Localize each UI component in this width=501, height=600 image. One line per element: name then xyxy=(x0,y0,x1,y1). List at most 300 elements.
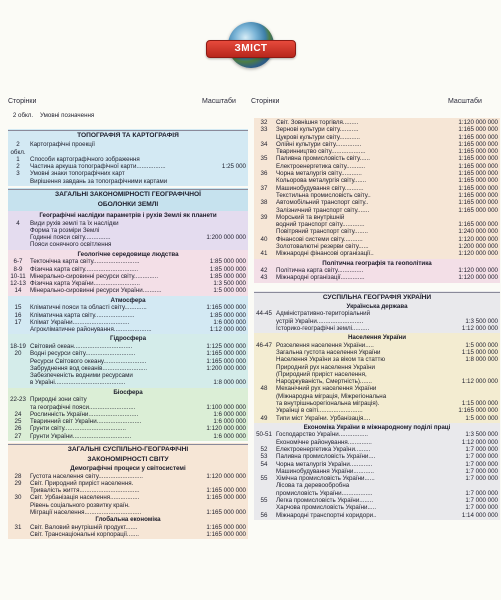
toc-entry[interactable] xyxy=(254,504,500,511)
page-number: 25 xyxy=(14,418,22,426)
toc-entry[interactable] xyxy=(254,192,500,199)
toc-entry-list xyxy=(8,473,248,517)
contents-title: ЗМІСТ xyxy=(206,40,296,58)
entry-title: та внутрішньорегіональна міграція). xyxy=(276,400,380,407)
toc-entry[interactable] xyxy=(8,312,248,319)
toc-entry[interactable] xyxy=(254,349,500,356)
entry-title: водний транспорт світу............. xyxy=(276,221,365,229)
entry-title: Мінерально-сировинні ресурси світу.............. xyxy=(30,272,159,280)
map-scale: 1:8 000 000 xyxy=(465,356,498,364)
page-number: 33 xyxy=(260,126,268,134)
toc-entry[interactable] xyxy=(254,453,500,460)
map-scale: 1:12 000 000 xyxy=(461,378,498,386)
map-scale: 1:7 000 000 xyxy=(465,475,498,483)
page-number: 26 xyxy=(14,425,22,433)
toc-entry[interactable] xyxy=(8,350,248,357)
toc-entry[interactable] xyxy=(254,325,500,332)
map-scale: 1:3 500 000 xyxy=(465,317,498,325)
page-number: 22-23 xyxy=(10,396,26,404)
map-scale: 1:6 000 000 xyxy=(213,432,246,440)
map-scale: 1:120 000 000 xyxy=(458,274,498,282)
page-number: 4 xyxy=(16,219,20,227)
page-number: 53 xyxy=(260,453,268,461)
toc-entry[interactable] xyxy=(254,163,500,170)
entry-title: Годинні пояси світу............... xyxy=(30,234,111,242)
map-scale: 1:240 000 000 xyxy=(458,228,498,236)
entry-title: Механічний рух населення України xyxy=(276,385,377,393)
toc-entry[interactable] xyxy=(8,273,248,280)
map-scale: 1:7 000 000 xyxy=(465,467,498,475)
entry-title: Забруднення вод океанів.......................... xyxy=(30,364,148,372)
toc-entry[interactable] xyxy=(254,243,500,250)
map-scale: 1:165 000 000 xyxy=(458,126,498,134)
toc-entry[interactable] xyxy=(254,371,500,378)
toc-entry[interactable] xyxy=(254,482,500,489)
entry-title: Українці в світі.......................... xyxy=(276,407,363,415)
map-scale: 1:7 000 000 xyxy=(465,453,498,461)
toc-entry[interactable] xyxy=(254,310,500,317)
section-topography xyxy=(8,129,248,186)
toc-entry[interactable] xyxy=(8,178,248,185)
entry-title: Населення України за віком та статтю xyxy=(276,356,385,364)
toc-entry-list xyxy=(8,141,248,185)
entry-title: Світ. Урбанізація населення................. xyxy=(30,494,140,502)
toc-entry-list xyxy=(254,119,500,258)
map-scale: 1:120 000 000 xyxy=(458,250,498,258)
toc-entry-list xyxy=(8,258,248,294)
entry-title: Золотовалютні резерви світу...... xyxy=(276,243,369,251)
toc-entry[interactable] xyxy=(8,319,248,326)
map-scale: 1:165 000 000 xyxy=(458,155,498,163)
subsection-title: Гідросфера xyxy=(109,335,147,343)
toc-entry[interactable] xyxy=(254,148,500,155)
toc-entry[interactable] xyxy=(254,400,500,407)
entry-title: Клімат України................................. xyxy=(30,318,130,326)
toc-entry[interactable] xyxy=(254,228,500,235)
toc-entry-list xyxy=(8,220,248,249)
page-number: 40 xyxy=(260,235,268,243)
entry-title: Агрокліматичне районування...................... xyxy=(30,326,152,334)
toc-entry[interactable] xyxy=(8,404,248,411)
entry-title: промисловість України.................. xyxy=(276,489,373,497)
toc-entry[interactable] xyxy=(8,411,248,418)
entry-title: Машинобудування світу........... xyxy=(276,184,364,192)
section-ukraine-social-geo xyxy=(254,291,500,333)
subsection-title: Економіка України в міжнародному поділі праці xyxy=(303,423,451,431)
map-scale: 1:200 000 000 xyxy=(206,234,246,242)
page-number: 48 xyxy=(260,385,268,393)
toc-entry[interactable] xyxy=(8,480,248,487)
map-scale: 1:6 000 000 xyxy=(213,318,246,326)
subsection-title: Демографічні процеси у світосистемі xyxy=(70,465,186,472)
page-number: 31 xyxy=(14,523,22,531)
entry-title: Види рухів землі та їх наслідки xyxy=(30,219,119,227)
toc-entry[interactable] xyxy=(8,531,248,538)
entry-title: Паливна промисловість України.... xyxy=(276,453,376,461)
map-scale: 1:165 000 000 xyxy=(458,206,498,214)
map-scale: 1:85 000 000 xyxy=(209,258,246,266)
page-number: 52 xyxy=(260,445,268,453)
toc-entry[interactable] xyxy=(8,494,248,501)
section-title-line2: ОБОЛОНКИ ЗЕМЛІ xyxy=(97,201,159,209)
page-number: 39 xyxy=(260,213,268,221)
map-scale: 1:5 000 000 xyxy=(465,341,498,349)
map-scale: 1:12 000 000 xyxy=(209,326,246,334)
toc-entry[interactable] xyxy=(254,199,500,206)
map-scale: 1:165 000 000 xyxy=(458,140,498,148)
entry-title: Адміністративно-територіальний xyxy=(276,310,371,318)
page-number: 28 xyxy=(14,472,22,480)
toc-entry[interactable] xyxy=(254,431,500,438)
entry-title: Природні зони світу xyxy=(30,396,87,404)
page-number: 8-9 xyxy=(13,265,23,273)
subsection-title: Глобальна економіка xyxy=(95,516,161,524)
toc-entry[interactable] xyxy=(254,221,500,228)
toc-entry[interactable] xyxy=(254,497,500,504)
map-scale: 1:120 000 000 xyxy=(458,235,498,243)
map-scale: 1:125 000 000 xyxy=(206,342,246,350)
toc-entry[interactable] xyxy=(254,468,500,475)
entry-title: Ґрунти світу.................................... xyxy=(30,425,126,433)
toc-entry[interactable] xyxy=(8,266,248,273)
map-scale: 1:165 000 000 xyxy=(458,133,498,141)
toc-entry[interactable] xyxy=(8,379,248,386)
toc-entry[interactable] xyxy=(8,234,248,241)
toc-entry[interactable] xyxy=(8,509,248,516)
map-scale: 1:165 000 000 xyxy=(458,221,498,229)
map-scale: 1:25 000 xyxy=(221,163,246,171)
entry-title: Тваринний світ України.......................... xyxy=(30,418,142,426)
subsection-biosphere xyxy=(8,388,248,441)
entry-title: Тривалість життя................................... xyxy=(30,487,140,495)
toc-entry-list xyxy=(254,267,500,282)
entry-title: Економічне районування.............. xyxy=(276,438,372,446)
subsection-title: Атмосфера xyxy=(110,296,146,304)
left-column xyxy=(8,112,248,541)
toc-entry[interactable] xyxy=(254,318,500,325)
page-number: 38 xyxy=(260,199,268,207)
entry-title: (Природний приріст населення, xyxy=(276,370,367,378)
page-number: 55 xyxy=(260,475,268,483)
page-number: 41 xyxy=(260,250,268,258)
toc-entry[interactable] xyxy=(254,274,500,281)
toc-entry[interactable] xyxy=(8,220,248,227)
entry-title: Кліматична карта світу....................... xyxy=(30,311,135,319)
toc-entry[interactable] xyxy=(254,267,500,274)
toc-entry[interactable] xyxy=(254,207,500,214)
entry-title: Мінерально-сировинні ресурси України........... xyxy=(30,287,162,295)
entry-title: Автомобільний транспорт світу.. xyxy=(276,199,369,207)
toc-entry[interactable] xyxy=(254,250,500,257)
page-number: 20 xyxy=(14,350,22,358)
entry-title: Політична карта світу............... xyxy=(276,267,364,275)
map-scale: 1:165 000 000 xyxy=(458,170,498,178)
entry-title: Чорна металургія світу............ xyxy=(276,170,362,178)
toc-entry[interactable] xyxy=(8,365,248,372)
map-scale: 1:120 000 000 xyxy=(206,425,246,433)
toc-entry[interactable] xyxy=(8,156,248,163)
page-number: 34 xyxy=(260,140,268,148)
page-number: 1 xyxy=(16,155,20,163)
page-number: 29 xyxy=(14,479,22,487)
page-number: 15 xyxy=(14,304,22,312)
toc-entry-list xyxy=(8,524,248,539)
entry-title: Кольорова металургія світу....... xyxy=(276,177,367,185)
entry-title: Народжуваність, Смертність)....... xyxy=(276,378,372,386)
map-scale: 1:165 000 000 xyxy=(206,350,246,358)
subsection-title: Біосфера xyxy=(113,388,143,396)
entry-title: Хімічна промисловість України...... xyxy=(276,475,375,483)
toc-entry[interactable] xyxy=(8,502,248,509)
toc-entry[interactable] xyxy=(254,342,500,349)
map-scale: 1:7 000 000 xyxy=(465,504,498,512)
toc-entry[interactable] xyxy=(254,141,500,148)
scales-header-right: Масштаби xyxy=(448,98,482,105)
toc-entry[interactable] xyxy=(254,378,500,385)
toc-entry[interactable] xyxy=(254,134,500,141)
entry-title: Зернові культури світу........... xyxy=(276,126,359,134)
subsection-title: Політична географія та геополітика xyxy=(322,259,432,267)
page-number: 42 xyxy=(260,267,268,275)
entry-title: Пояси сонячного освітлення xyxy=(30,241,112,249)
entry-title: Цукрові культури світу............ xyxy=(276,133,361,141)
toc-entry[interactable] xyxy=(8,141,248,156)
map-scale: 1:5 000 000 xyxy=(213,287,246,295)
entry-title: Типи міст України. Урбанізація.... xyxy=(276,414,371,422)
toc-entry[interactable] xyxy=(254,439,500,446)
toc-entry[interactable] xyxy=(254,356,500,363)
page-number: 12-13 xyxy=(10,280,26,288)
section-title: СУСПІЛЬНА ГЕОГРАФІЯ УКРАЇНИ xyxy=(254,292,500,303)
toc-entry[interactable] xyxy=(8,280,248,287)
toc-entry[interactable] xyxy=(8,372,248,379)
map-scale: 1:165 000 000 xyxy=(206,523,246,531)
entry-title: Світ. Зовнішня торгівля......... xyxy=(276,119,359,126)
toc-entry[interactable] xyxy=(254,177,500,184)
page-number: 50-51 xyxy=(256,431,272,439)
toc-entry[interactable] xyxy=(8,287,248,294)
map-scale: 1:7 000 000 xyxy=(465,460,498,468)
subsection-title: Населення України xyxy=(347,334,407,342)
toc-entry[interactable] xyxy=(8,241,248,248)
right-column xyxy=(254,118,500,522)
map-scale: 1:85 000 000 xyxy=(209,272,246,280)
section-title: ЗАГАЛЬНІ ЗАКОНОМІРНОСТІ ГЕОГРАФІЧНОЇ xyxy=(8,189,248,200)
toc-entry-list xyxy=(8,396,248,440)
entry-title: Картографічні проекції xyxy=(30,141,95,149)
toc-entry[interactable] xyxy=(8,326,248,333)
map-scale: 1:7 000 000 xyxy=(465,497,498,505)
toc-entry[interactable] xyxy=(254,385,500,392)
map-scale: 1:200 000 000 xyxy=(458,243,498,251)
subsection-title: Геологічне середовище людства xyxy=(77,250,179,258)
page-number: 2 xyxy=(16,163,20,171)
entry-title: Паливна промисловість світу...... xyxy=(276,155,370,163)
subsection-political-geo xyxy=(254,259,500,283)
entry-title: Світ. Валовий внутрішній продукт....... xyxy=(30,523,138,531)
toc-entry[interactable] xyxy=(254,236,500,243)
map-scale: 1:165 000 000 xyxy=(458,148,498,156)
section-title: ТОПОГРАФІЯ ТА КАРТОГРАФІЯ xyxy=(8,130,248,141)
map-scale: 1:12 000 000 xyxy=(461,324,498,332)
toc-entry[interactable] xyxy=(254,214,500,221)
toc-entry[interactable] xyxy=(8,487,248,494)
entry-title: (Міжнародна міграція, Міжрегіональна xyxy=(276,392,387,400)
toc-entry[interactable] xyxy=(254,407,500,414)
map-scale: 1:3 500 000 xyxy=(213,280,246,288)
entry-title: Історико-географічні землі.......... xyxy=(276,324,370,332)
entry-title: Машинобудування України............ xyxy=(276,467,374,475)
subsection-ukraine-economy xyxy=(254,423,500,520)
toc-entry[interactable] xyxy=(8,396,248,403)
entry-title: Міжнародні організації.............. xyxy=(276,274,365,282)
subsection-geology xyxy=(8,250,248,296)
toc-entry-list xyxy=(8,343,248,387)
entry-title: Господарство України................. xyxy=(276,431,368,439)
entry-title: Харчова промисловість України..... xyxy=(276,504,377,512)
page-number: 37 xyxy=(260,184,268,192)
page-number: 3 xyxy=(16,170,20,178)
toc-entry[interactable] xyxy=(8,258,248,265)
toc-entry[interactable] xyxy=(8,343,248,350)
toc-entry[interactable] xyxy=(254,126,500,133)
map-scale: 1:6 000 000 xyxy=(213,410,246,418)
page-number: 32 xyxy=(260,119,268,126)
toc-entry[interactable] xyxy=(254,170,500,177)
map-scale: 1:7 000 000 xyxy=(465,445,498,453)
entry-title: Фінансові системи світу........... xyxy=(276,235,363,243)
toc-entry-list xyxy=(8,304,248,333)
subsection-hydrosphere xyxy=(8,334,248,387)
section-geo-shell xyxy=(8,188,248,211)
page-number: 36 xyxy=(260,170,268,178)
subsection-ukraine-population xyxy=(254,333,500,423)
entry-title: Способи картографічного зображення xyxy=(30,155,140,163)
entry-title: Ресурси Світового океану......................... xyxy=(30,357,147,365)
entry-title: Олійні культури світу............... xyxy=(276,140,362,148)
toc-entry-list xyxy=(254,310,500,332)
toc-entry[interactable] xyxy=(254,119,500,126)
toc-entry[interactable] xyxy=(254,155,500,162)
toc-entry-list xyxy=(254,342,500,422)
entry-title: Густота населення світу.......................... xyxy=(30,472,144,480)
entry-title: Фізична карта України........................... xyxy=(30,280,140,288)
toc-entry[interactable] xyxy=(8,304,248,311)
entry-title: устрій України........................... xyxy=(276,317,364,325)
map-scale: 1:120 000 000 xyxy=(206,472,246,480)
page-number: 56 xyxy=(260,511,268,519)
map-scale: 1:12 000 000 xyxy=(461,438,498,446)
entry-title: Світ. Транснаціональні корпорації....... xyxy=(30,531,139,539)
entry-title: Тваринництво світу.................... xyxy=(276,148,366,156)
toc-entry[interactable] xyxy=(254,364,500,371)
map-scale: 1:165 000 000 xyxy=(206,508,246,516)
entry-title: Рівень соціального розвитку країн. xyxy=(30,501,130,509)
entry-title: Водні ресурси світу............................. xyxy=(30,350,136,358)
map-scale: 1:8 000 000 xyxy=(213,379,246,387)
toc-entry[interactable] xyxy=(8,227,248,234)
toc-entry[interactable] xyxy=(8,418,248,425)
toc-entry[interactable] xyxy=(8,170,248,177)
pages-header-left: Сторінки xyxy=(8,98,37,105)
toc-entry[interactable] xyxy=(8,425,248,432)
entry-title: Міжнародні транспортні коридори.. xyxy=(276,511,377,519)
map-scale: 1:5 000 000 xyxy=(465,414,498,422)
toc-entry[interactable] xyxy=(8,473,248,480)
page-number: 24 xyxy=(14,410,22,418)
toc-entry[interactable] xyxy=(254,446,500,453)
section-global-economy-cont xyxy=(254,118,500,259)
map-scale: 1:165 000 000 xyxy=(458,407,498,415)
map-scale: 1:14 000 000 xyxy=(461,511,498,519)
toc-entry[interactable] xyxy=(254,490,500,497)
toc-entry[interactable] xyxy=(8,524,248,531)
subsection-atmosphere xyxy=(8,296,248,335)
entry-title: Природний рух населення України xyxy=(276,363,376,371)
page-number: 10-11 xyxy=(10,272,26,280)
map-scale: 1:165 000 000 xyxy=(206,487,246,495)
section-title: ЗАГАЛЬНІ СУСПІЛЬНО-ГЕОГРАФІЧНІ xyxy=(8,444,248,455)
map-scale: 1:165 000 000 xyxy=(458,184,498,192)
entry-title: Чорна металургія України............. xyxy=(276,460,373,468)
map-scale: 1:120 000 000 xyxy=(458,119,498,126)
entry-title: Залізничний транспорт світу....... xyxy=(276,206,370,214)
entry-title: Текстильна промисловість світу.. xyxy=(276,191,371,199)
map-scale: 1:165 000 000 xyxy=(206,357,246,365)
map-scale: 1:165 000 000 xyxy=(206,531,246,539)
toc-entry[interactable] xyxy=(254,461,500,468)
page-number: 6-7 xyxy=(13,258,23,266)
map-scale: 1:200 000 000 xyxy=(206,364,246,372)
page-number: 44-45 xyxy=(256,310,272,318)
entry-title: Ґрунти України.................................. xyxy=(30,432,132,440)
toc-entry[interactable] xyxy=(254,512,500,519)
toc-entry[interactable] xyxy=(8,433,248,440)
entry-title: Частина аркуша топографічної карти................. xyxy=(30,163,166,171)
page-number: 18-19 xyxy=(10,342,26,350)
toc-entry[interactable] xyxy=(8,163,248,170)
subsection-title: Географічні наслідки параметрів і рухів Землі як планети xyxy=(39,212,217,220)
toc-entry[interactable] xyxy=(254,185,500,192)
page-number: 46-47 xyxy=(256,341,272,349)
toc-entry[interactable] xyxy=(8,358,248,365)
page-number: 43 xyxy=(260,274,268,282)
map-scale: 1:15 000 000 xyxy=(461,400,498,407)
entry-title: Рослинність України............................. xyxy=(30,410,139,418)
page-number: 17 xyxy=(14,318,22,326)
entry-title: Світовий океан.................................. xyxy=(30,342,133,350)
page-number: 30 xyxy=(14,494,22,502)
toc-entry[interactable] xyxy=(254,415,500,422)
subsection-earth-params xyxy=(8,211,248,250)
toc-entry[interactable]: 2 обкл. Умовні позначення xyxy=(12,112,95,119)
page-number: 2 обкл. xyxy=(10,141,26,156)
page-number: 14 xyxy=(14,287,22,295)
entry-title: Легка промисловість України........ xyxy=(276,497,374,505)
section-title-line2: ЗАКОНОМІРНОСТІ СВІТУ xyxy=(87,456,169,463)
entry-title: Забезпеченість водними ресурсами xyxy=(30,372,133,380)
entry-title: Фізична карта світу............................... xyxy=(30,265,139,273)
map-scale: 1:3 500 000 xyxy=(465,431,498,439)
page-number: 27 xyxy=(14,432,22,440)
toc-entry[interactable] xyxy=(254,393,500,400)
entry-title: в Україні......................................... xyxy=(30,379,126,387)
toc-entry-list xyxy=(254,431,500,519)
toc-entry[interactable] xyxy=(254,475,500,482)
page-number: 35 xyxy=(260,155,268,163)
scales-header-left: Масштаби xyxy=(202,98,236,105)
entry-title: Загальна густота населення України xyxy=(276,348,381,356)
